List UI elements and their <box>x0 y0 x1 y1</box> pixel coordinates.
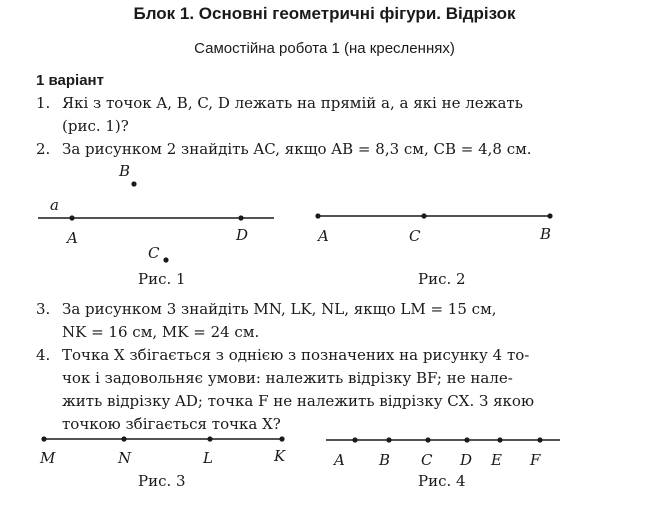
point-label: K <box>274 447 286 465</box>
page-title: Блок 1. Основні геометричні фігури. Відрізок <box>133 4 516 23</box>
task-text-line: жить відрізку AD; точка F не належить відрізку CX. З якою <box>62 392 535 410</box>
point-label: C <box>421 451 433 469</box>
point-L <box>207 436 212 441</box>
point-label: C <box>409 227 421 245</box>
point-A <box>352 437 357 442</box>
point-label: B <box>379 451 391 469</box>
task-text-line: чок і задовольняє умови: належить відрізку BF; не нале- <box>62 369 513 387</box>
point-label: L <box>203 449 213 467</box>
point-label: D <box>236 226 249 244</box>
point-D <box>464 437 469 442</box>
figure-caption: Рис. 3 <box>138 472 186 490</box>
figure-caption: Рис. 2 <box>418 270 466 288</box>
task-text-line: За рисунком 2 знайдіть AC, якщо AB = 8,3 см, CB = 4,8 см. <box>62 140 532 158</box>
task-number: 3. <box>36 300 51 318</box>
variant-heading: 1 варіант <box>36 72 104 89</box>
point-label: F <box>530 451 541 469</box>
line-label: a <box>50 196 59 214</box>
task-text-line: (рис. 1)? <box>62 117 129 135</box>
point-label: D <box>460 451 473 469</box>
task-text-line: Які з точок A, B, C, D лежать на прямій a, а які не лежать <box>62 94 523 112</box>
figure-caption: Рис. 1 <box>138 270 186 288</box>
point-label: N <box>118 449 132 467</box>
point-label: E <box>491 451 502 469</box>
point-F <box>537 437 542 442</box>
task-number: 4. <box>36 346 51 364</box>
point-label: A <box>334 451 345 469</box>
point-label: A <box>67 229 78 247</box>
point-B <box>386 437 391 442</box>
task-text-line: За рисунком 3 знайдіть MN, LK, NL, якщо LM = 15 см, <box>62 300 497 318</box>
task-text-line: Точка X збігається з однією з позначених на рисунку 4 то- <box>62 346 530 364</box>
point-M <box>41 436 46 441</box>
figure-caption: Рис. 4 <box>418 472 466 490</box>
point-label: B <box>119 162 131 180</box>
task-text-line: NK = 16 см, MK = 24 см. <box>62 323 260 341</box>
task-text-line: точкою збігається точка X? <box>62 415 281 433</box>
task-number: 2. <box>36 140 51 158</box>
point-N <box>121 436 126 441</box>
task-number: 1. <box>36 94 51 112</box>
point-E <box>497 437 502 442</box>
page-subtitle: Самостійна робота 1 (на кресленнях) <box>194 40 455 57</box>
point-label: M <box>40 449 56 467</box>
point-label: C <box>148 244 160 262</box>
point-K <box>279 436 284 441</box>
point-C <box>425 437 430 442</box>
point-label: A <box>318 227 329 245</box>
point-label: B <box>540 225 552 243</box>
